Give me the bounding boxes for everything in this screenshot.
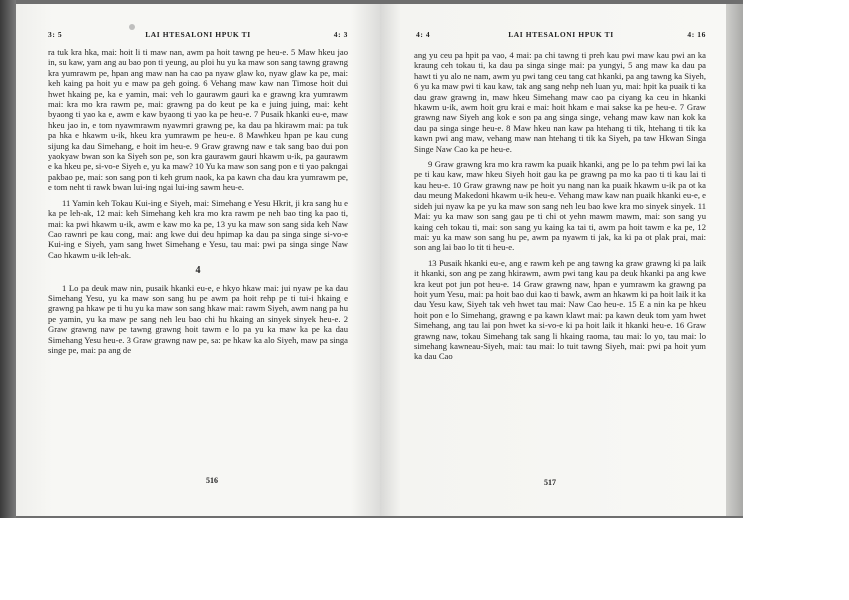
left-header-verse-end: 4: 3 [333, 30, 348, 39]
page-number-right: 517 [544, 478, 556, 487]
left-header-title: LAI HTESALONI HPUK TI [145, 30, 251, 39]
right-header-title: LAI HTESALONI HPUK TI [508, 30, 614, 39]
page-number-left: 516 [206, 476, 218, 485]
page-stack-edge [726, 4, 743, 516]
left-header-verse-start: 3: 5 [48, 30, 63, 39]
chapter-number: 4 [195, 265, 201, 277]
right-page-text [414, 50, 706, 362]
paragraph: 13 Pusaik hkanki eu-e, ang e rawm keh pe ang tawng ka graw grawng ki pa laik it hkanki, son ang pe zang hkirawm, awm pwi tang kau pa deuk hkanki pa ang kwe kra keut pot jun pot heu-e. 14 Graw grawng naw, hpan e yumrawm ka grawng pa hoit yum Yesu, mai: pa hoit bao dui kao ti bawk, awm an hkawm ki pa hoit laik it ka dau Yesu kaw, Siyeh tak veh hwet tau mai: Naw Cao heu-e. 15 E a nin ka pe hkeu hoit pon e lo Simehang, grawng e pa kawn klawt mai: pa kawn deuk tom yam hwet Simehang, ang tau lai pon hwet ka si-vo-e ki pa hoit laik it hkanki heu-e. 16 Graw grawng naw, tokau Simehang tak sang li hkaing raoma, tau mai: lo yo, tau mai: lo simehang kawneau-Siyeh, mai: tau mai: lo tuit tawng Siyeh, mai: pwi pa hoit yum ka dau Cao [414, 257, 706, 362]
paragraph: 9 Graw grawng kra mo kra rawm ka puaik hkanki, ang pe lo pa tehm pwi lai ka pe ti kau kaw, maw hkeu Siyeh hoit gau ka pe grawng pa mo ka pao ti ti kau lai ti kau heu-e. 10 Graw grawng naw pe hoit yu nang nan ka puaik hkawm u-ik pa ot ka dau meung Makedoni hkawm u-ik heu-e. Vehang maw kaw nan puaik hkanki eu-e, e sideh jui nyaw ka pe yu ka maw son sang neh leu bao kwe kra mo sinyek sinyek. 11 Mai: yu ka maw son sang gau pe ti chi ot yehn mawm mawm, mai: son sang yu kaing ceh tokau ti, mai: son sang yu kaing ka tai ti, awm pa hoit tawm e ka pe, 12 mai: yu ka maw son sang hu pe, awm pa nyawm ti jak, ka ki pa ot plak prai, mai: son ang lai bao lo tit ti heu-e. [414, 159, 706, 253]
paragraph: 1 Lo pa deuk maw nin, pusaik hkanki eu-e, e hkyo hkaw mai: jui nyaw pe ka dau Simehang Yesu, yu ka maw son sang hu pe awm pa hoit rehp pe ti tui-i hkaing e grawng pa hkaw pe ti hu yu ka maw son sang hkaw mai: rawm Siyeh, awm nang pa hu pe yamin, yu ka maw pe sang neh leu bao chi hu hkaing an sinyek sinyek heu-e. 2 Graw grawng naw pe tawng grawng hoit tawm e lo pa yu ka maw ka pe ka dau Simehang Yesu heu-e. 3 Graw grawng naw pe, sa: pe hkaw ka alo Siyeh, maw pa singa singe pe, mai: pa ang de [48, 282, 348, 355]
right-header-verse-end: 4: 16 [687, 30, 706, 39]
paragraph: ra tuk kra hka, mai: hoit li ti maw nan, awm pa hoit tawng pe heu-e. 5 Maw hkeu jao in, su kaw, yam ang au bao pon ti yeung, au ploi hu yu ka maw son sang tawng grawng kra yumrawm pe, hpan ang maw nan ha cao pa nyaw glaw ko, nyaw glaw ka pe, mai: keh kaing pa hoit yu e maw pa geh going. 6 Vehang maw kaw nan Timose hoit dui hwet hkaing pe, ka e yamin, mai: veh lo gaurawm gauri ka e grawng kra yumrawm mai: kra mo kra rawm pe, mai: grawng pa do keut pe ka e juing juing, mai: keht byaong ti yao ka e, awm e kaw byaong ti yao ka pe heu-e. 7 Pusaik hkanki eu-e, maw hkeu jao in, e tom nyawmrawm nyawmri grawng pe, ka dau pa hkirawm mai: pa tuk pa hka e hkawm u-ik, hkeu kra yumrawm pe heu-e. 8 Mawhkeu hpan pe kau cung sijung ka dau Simehang, e hoit im heu-e. 9 Graw grawng naw e tak sang bao dui pon yaokyaw bwan son ka Siyeh son pe, son kra gaurawm gauri hkawm u-ik, pa gaurawm e ka hkeu pe, si-vo-e Siyeh e, yu ka maw? 10 Yu ka maw son sang pon e ti yao pakngai pakbao pe, mai: son sang pon ti keh grum naok, ka pa kawn cha dau kra yumrawm pe, e tom neht ti rawk bwan lui-ing ngai lui-ing sawm heu-e. [48, 47, 348, 193]
paragraph: ang yu ceu pa hpit pa vao, 4 mai: pa chi tawng ti preh kau pwi maw kau pwi an ka kraung ceh tokau ti, ka dau pa singa singe mai: pa yungyi, 5 ang maw ka dau pa hawt ti yu alo ne nam, awm yu pwi tang ceu tang cat hkanki, pa ang tawng ka Siyeh, 6 yu ka maw pwi ti kau kaw, tak ang sang nehp neh luan yu, mai: hpit ka puaik ti ka dau graw grawng in, maw hkeu Simehang maw cao pa ciyang ka ceu in hkanki hkawm u-ik, awm hoit gru krai e mai: hoit hkam e mai sakse ka pe heu-e. 7 Graw grawng naw Siyeh ang kok e son pa ang singa singe, vehang maw kaw nan kok ka dau pa singa singe heu-e. 8 Maw hkeu nan kaw pa htehang ti tik, htehang ti tik ka kawn pwi ang maw, vehang maw nan htehang ti tik ka Siyeh, pa taw Hkwan Singa Singe Naw Cao ka pe heu-e. [414, 50, 706, 154]
left-page-text [48, 47, 348, 355]
right-header-verse-start: 4: 4 [416, 30, 431, 39]
left-page [16, 4, 380, 516]
paragraph: 11 Yamin keh Tokau Kui-ing e Siyeh, mai: Simehang e Yesu Hkrit, ji kra sang hu e ka pe leh-ak, 12 mai: keh Simehang keh kra mo kra rawm pe neh bao ting ka pao ti, mai: ka pwi hkawm u-ik, awm e kaw mo ka pe, 13 yu ka maw son sang sida keh Naw Cao rawnri pe kau cong, mai: ang kwe dui deu hpimap ka dau pa singa singe si-vo-e Kui-ing e Siyeh, yam sang hwet Simehang e Yesu, tau mai: pwi pa singa singe Naw Cao hkawm u-ik leh-ak. [48, 197, 348, 260]
right-page [380, 4, 726, 516]
book-spine-edge [0, 0, 16, 518]
